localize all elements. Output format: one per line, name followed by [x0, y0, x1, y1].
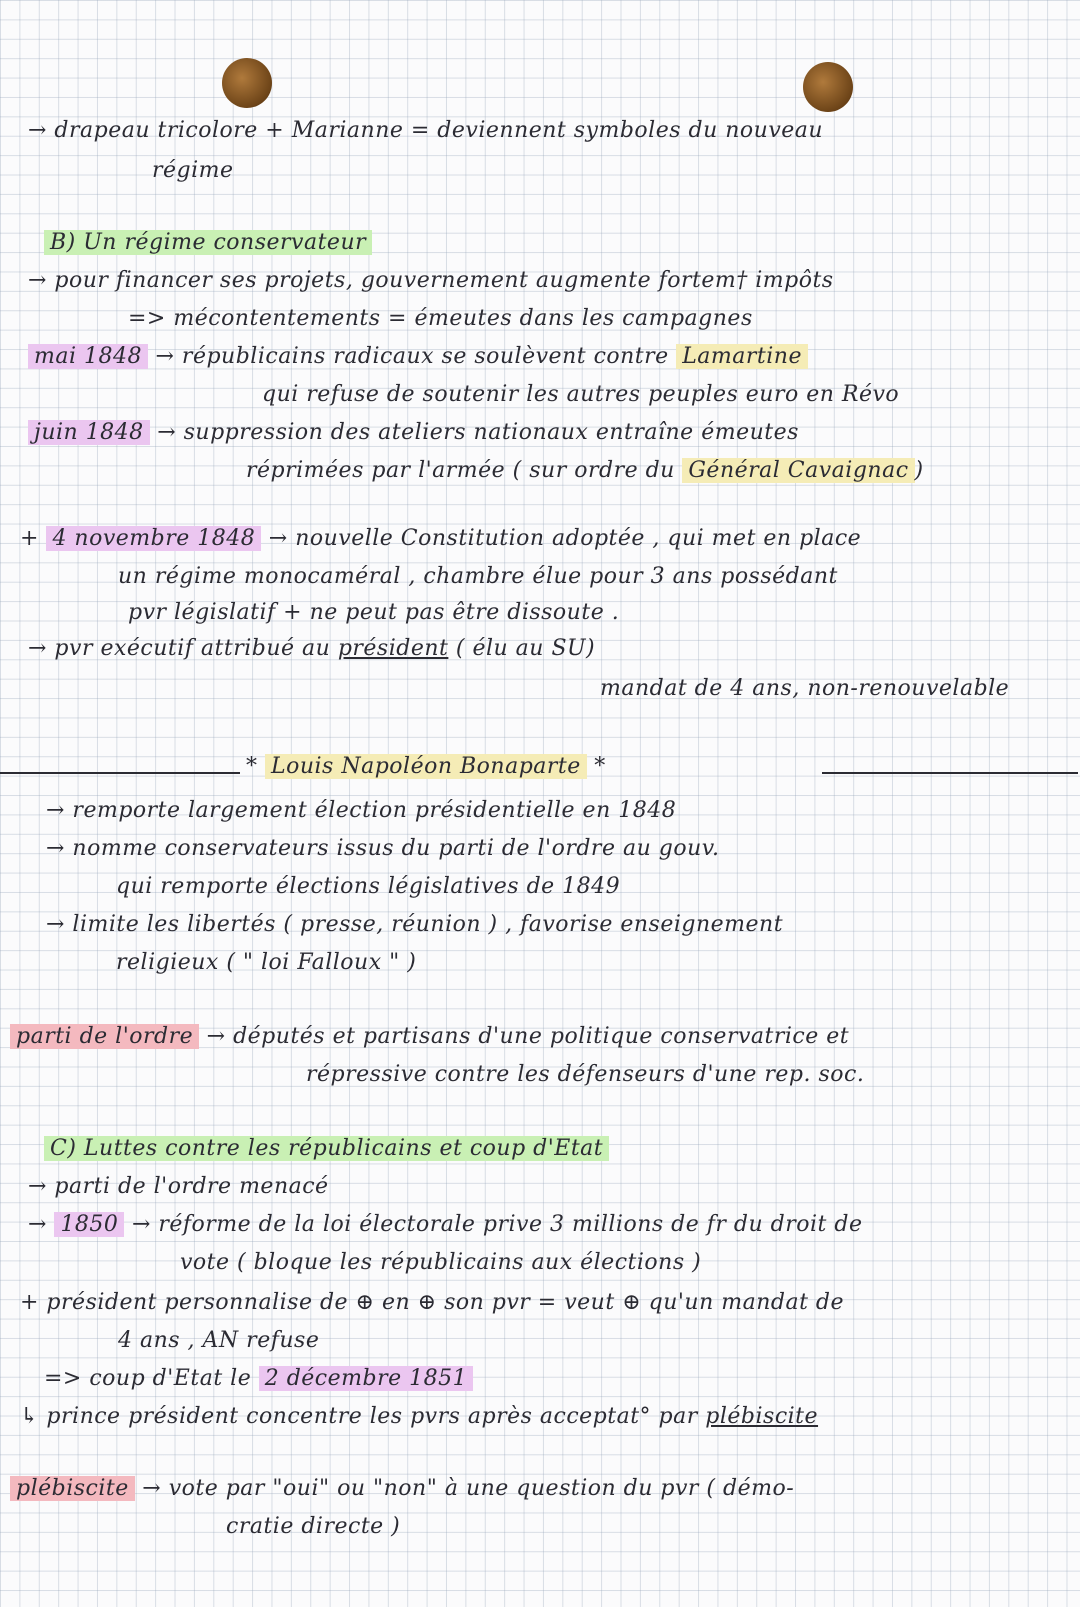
date-2-decembre-1851: 2 décembre 1851 [259, 1366, 473, 1391]
line-remporte: → remporte largement élection présidentielle en 1848 [46, 798, 677, 823]
heading-b-text: B) Un régime conservateur [44, 230, 372, 255]
line-juin [28, 420, 799, 445]
line-flag: → drapeau tricolore + Marianne = deviennent symboles du nouveau [28, 118, 824, 143]
line-repressed [246, 458, 924, 483]
line-democratie: cratie directe ) [226, 1514, 401, 1539]
line-menace: → parti de l'ordre menacé [28, 1174, 329, 1199]
line-personnalise: + président personnalise de ⊕ en ⊕ son pvr = veut ⊕ qu'un mandat de [20, 1290, 845, 1315]
line-mandat: mandat de 4 ans, non-renouvelable [600, 676, 1010, 701]
line-legislatif: pvr législatif + ne peut pas être dissoute . [128, 600, 620, 625]
line-an-refuse: 4 ans , AN refuse [118, 1328, 320, 1353]
line-november-text: → nouvelle Constitution adoptée , qui met en place [268, 526, 862, 551]
date-4-novembre-1848: 4 novembre 1848 [46, 526, 261, 551]
line-repressed-text: réprimées par l'armée ( sur ordre du [246, 458, 675, 483]
star-icon-left: * [246, 754, 258, 779]
president-label: président [337, 636, 449, 661]
plebiscite-underlined: plébiscite [705, 1404, 819, 1429]
line-mai [28, 344, 808, 369]
line-limite: → limite les libertés ( presse, réunion ) , favorise enseignement [46, 912, 784, 937]
line-discontent: => mécontentements = émeutes dans les campagnes [128, 306, 753, 331]
line-november: + 4 novembre 1848 → nouvelle Constitution adoptée , qui met en place [20, 526, 862, 551]
term-plebiscite: plébiscite [10, 1476, 135, 1501]
star-icon-right: * [594, 754, 606, 779]
date-1850: 1850 [54, 1212, 124, 1237]
line-refuse: qui refuse de soutenir les autres peuples euro en Révo [262, 382, 900, 407]
line-vote: vote ( bloque les républicains aux élections ) [180, 1250, 702, 1275]
lamartine-label: Lamartine [676, 344, 808, 369]
line-executif-text: → pvr exécutif attribué au [28, 636, 331, 661]
divider-left [0, 772, 240, 774]
lnb-title-text: Louis Napoléon Bonaparte [265, 754, 587, 779]
divider-right [822, 772, 1078, 774]
term-parti-ordre: parti de l'ordre [10, 1024, 199, 1049]
line-coup-text: => coup d'Etat le [44, 1366, 252, 1391]
line-juin-text: → suppression des ateliers nationaux entraîne émeutes [157, 420, 799, 445]
line-regime: régime [152, 158, 234, 183]
lnb-title [246, 754, 606, 779]
date-juin-1848: juin 1848 [28, 420, 150, 445]
line-parti-def [10, 1024, 849, 1049]
line-parti-def-text: → députés et partisans d'une politique conservatrice et [206, 1024, 850, 1049]
line-coup [44, 1366, 473, 1391]
line-religieux: religieux ( " loi Falloux " ) [116, 950, 417, 975]
line-monocameral: un régime monocaméral , chambre élue pour 3 ans possédant [118, 564, 838, 589]
line-mai-text: → républicains radicaux se soulèvent contre [155, 344, 669, 369]
line-1850: → 1850 → réforme de la loi électorale prive 3 millions de fr du droit de [28, 1212, 863, 1237]
heading-c [44, 1136, 609, 1161]
binder-hole-right [803, 62, 853, 112]
heading-c-text: C) Luttes contre les républicains et coup d'Etat [44, 1136, 609, 1161]
heading-b [44, 230, 372, 255]
line-nomme: → nomme conservateurs issus du parti de l'ordre au gouv. [46, 836, 720, 861]
line-legislatives: qui remporte élections législatives de 1849 [116, 874, 621, 899]
line-1850-text: → réforme de la loi électorale prive 3 millions de fr du droit de [131, 1212, 863, 1237]
line-finance: → pour financer ses projets, gouvernement augmente fortem† impôts [28, 268, 834, 293]
line-prince [20, 1404, 818, 1429]
cavaignac-label: Général Cavaignac [682, 458, 914, 483]
line-repressive: répressive contre les défenseurs d'une rep. soc. [306, 1062, 865, 1087]
date-mai-1848: mai 1848 [28, 344, 148, 369]
line-executif-su: ( élu au SU) [455, 636, 596, 661]
line-plebiscite-def [10, 1476, 794, 1501]
binder-hole-left [222, 58, 272, 108]
line-repressed-close: ) [914, 458, 924, 483]
line-plebiscite-def-text: → vote par "oui" ou "non" à une question du pvr ( démo- [142, 1476, 795, 1501]
line-executif [28, 636, 595, 661]
line-prince-text: ↳ prince président concentre les pvrs après acceptat° par [20, 1404, 698, 1429]
